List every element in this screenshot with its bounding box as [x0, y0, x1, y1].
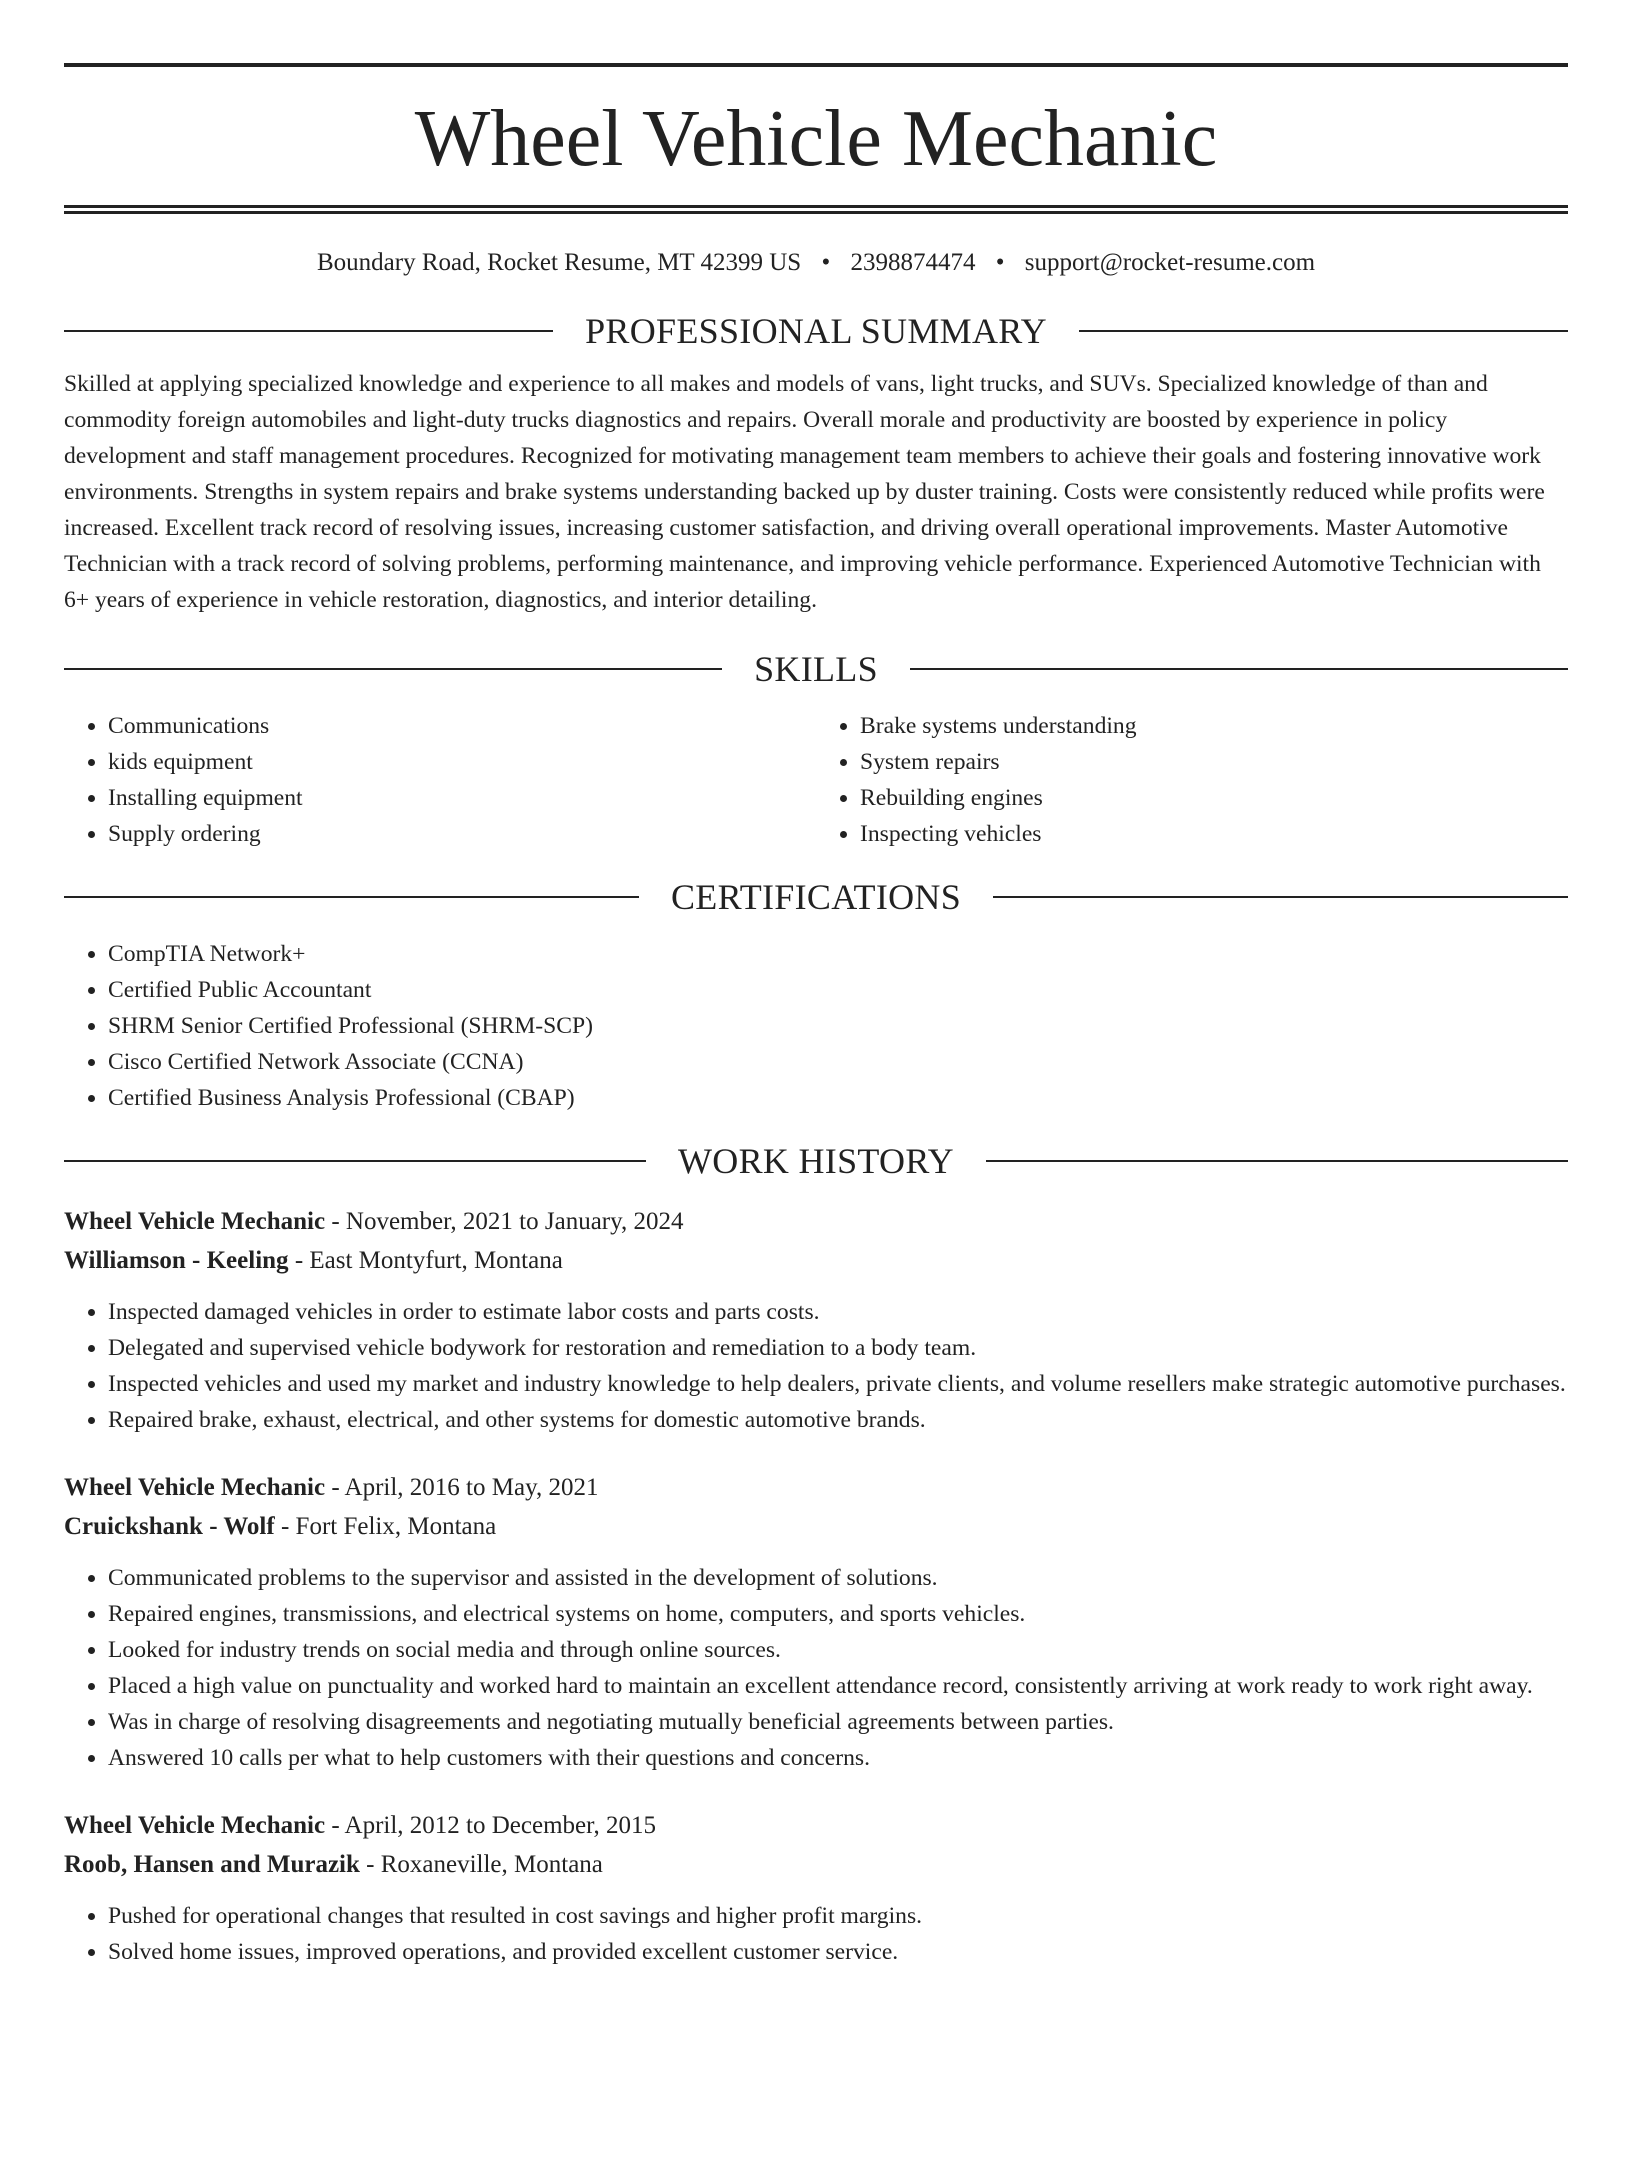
- job-title-line: [64, 1468, 1568, 1507]
- skill-item: • Communications: [108, 708, 816, 744]
- job-role: Wheel Vehicle Mechanic: [64, 1474, 326, 1501]
- job-dates: - April, 2012 to December, 2015: [325, 1812, 656, 1839]
- section-heading-skills: [64, 646, 1568, 692]
- certifications-list: [64, 936, 1568, 1116]
- skill-item: • Rebuilding engines: [860, 780, 1568, 816]
- job-bullets: [64, 1898, 1568, 1970]
- heading-rule: [986, 1160, 1568, 1162]
- job-company: Cruickshank - Wolf: [64, 1513, 275, 1540]
- job-company: Williamson - Keeling: [64, 1247, 289, 1274]
- skills-list: [64, 708, 1568, 852]
- certification-item: • Certified Public Accountant: [108, 972, 1568, 1008]
- job-location: - Fort Felix, Montana: [274, 1513, 497, 1540]
- heading-rule: [993, 896, 1568, 898]
- resume-page: [0, 63, 1632, 1970]
- section-heading-certifications: [64, 874, 1568, 920]
- skill-item: • Supply ordering: [108, 816, 816, 852]
- job-title-line: [64, 1202, 1568, 1241]
- section-title: CERTIFICATIONS: [670, 877, 962, 917]
- job-location: - Roxaneville, Montana: [359, 1851, 603, 1878]
- section-heading-summary: [64, 308, 1568, 354]
- heading-rule: [64, 668, 722, 670]
- job-bullet: • Repaired brake, exhaust, electrical, and other systems for domestic automotive brands.: [108, 1402, 1568, 1438]
- job-dates: - April, 2016 to May, 2021: [325, 1474, 599, 1501]
- resume-name: Wheel Vehicle Mechanic: [414, 95, 1218, 183]
- skill-item: • kids equipment: [108, 744, 816, 780]
- job-title-line: [64, 1806, 1568, 1845]
- job-bullets: [64, 1294, 1568, 1438]
- skills-column-right: [816, 708, 1568, 852]
- job-bullets: [64, 1560, 1568, 1776]
- job-entry: [64, 1468, 1568, 1776]
- job-company-line: [64, 1507, 1568, 1546]
- section-title: WORK HISTORY: [678, 1141, 954, 1181]
- certification-item: • Cisco Certified Network Associate (CCNA): [108, 1044, 1568, 1080]
- job-company: Roob, Hansen and Murazik: [64, 1851, 360, 1878]
- heading-rule: [910, 668, 1568, 670]
- job-bullet: • Communicated problems to the supervisor and assisted in the development of solutions.: [108, 1560, 1568, 1596]
- job-bullet: • Inspected vehicles and used my market and industry knowledge to help dealers, private clients, and volume resellers make strategic automotive purchases.: [108, 1366, 1568, 1402]
- skill-item: • Installing equipment: [108, 780, 816, 816]
- header-double-rule: [64, 205, 1568, 214]
- skill-item: • Brake systems understanding: [860, 708, 1568, 744]
- job-bullet: • Solved home issues, improved operations, and provided excellent customer service.: [108, 1934, 1568, 1970]
- job-dates: - November, 2021 to January, 2024: [325, 1208, 684, 1235]
- section-title: PROFESSIONAL SUMMARY: [585, 311, 1047, 351]
- job-bullet: • Repaired engines, transmissions, and electrical systems on home, computers, and sports vehicles.: [108, 1596, 1568, 1632]
- job-bullet: • Was in charge of resolving disagreements and negotiating mutually beneficial agreements between parties.: [108, 1704, 1568, 1740]
- heading-rule: [64, 330, 553, 332]
- job-company-line: [64, 1845, 1568, 1884]
- summary-text: Skilled at applying specialized knowledge and experience to all makes and models of vans, light trucks, and SUVs. Specialized knowledge of than and commodity foreign automobiles and light-duty trucks diagnostics and repairs. Overall morale and productivity are boosted by experience in policy development and staff management procedures. Recognized for motivating management team members to achieve their goals and fostering innovative work environments. Strengths in system repairs and brake systems understanding backed up by duster training. Costs were consistently reduced while profits were increased. Excellent track record of resolving issues, increasing customer satisfaction, and driving overall operational improvements. Master Automotive Technician with a track record of solving problems, performing maintenance, and improving vehicle performance. Experienced Automotive Technician with 6+ years of experience in vehicle restoration, diagnostics, and interior detailing.: [64, 371, 1545, 613]
- job-entry: [64, 1202, 1568, 1438]
- job-bullet: • Looked for industry trends on social media and through online sources.: [108, 1632, 1568, 1668]
- contact-phone: 2398874474: [850, 249, 976, 276]
- job-company-line: [64, 1241, 1568, 1280]
- contact-separator: •: [995, 249, 1005, 276]
- heading-rule: [64, 1160, 646, 1162]
- certification-item: • Certified Business Analysis Professional (CBAP): [108, 1080, 1568, 1116]
- skills-column-left: [64, 708, 816, 852]
- section-heading-work-history: [64, 1138, 1568, 1184]
- contact-separator: •: [821, 249, 831, 276]
- job-bullet: • Delegated and supervised vehicle bodywork for restoration and remediation to a body team.: [108, 1330, 1568, 1366]
- contact-line: [64, 248, 1568, 278]
- job-bullet: • Inspected damaged vehicles in order to estimate labor costs and parts costs.: [108, 1294, 1568, 1330]
- contact-address: Boundary Road, Rocket Resume, MT 42399 US: [316, 249, 802, 276]
- certification-item: • SHRM Senior Certified Professional (SHRM-SCP): [108, 1008, 1568, 1044]
- job-role: Wheel Vehicle Mechanic: [64, 1208, 326, 1235]
- job-role: Wheel Vehicle Mechanic: [64, 1812, 326, 1839]
- job-bullet: • Pushed for operational changes that resulted in cost savings and higher profit margins.: [108, 1898, 1568, 1934]
- heading-rule: [64, 896, 639, 898]
- certification-item: • CompTIA Network+: [108, 936, 1568, 972]
- job-entry: [64, 1806, 1568, 1970]
- contact-email[interactable]: support@rocket-resume.com: [1024, 249, 1316, 276]
- job-bullet: • Answered 10 calls per what to help customers with their questions and concerns.: [108, 1740, 1568, 1776]
- job-location: - East Montyfurt, Montana: [288, 1247, 563, 1274]
- job-bullet: • Placed a high value on punctuality and worked hard to maintain an excellent attendance record, consistently arriving at work ready to work right away.: [108, 1668, 1568, 1704]
- skill-item: • System repairs: [860, 744, 1568, 780]
- heading-rule: [1079, 330, 1568, 332]
- section-title: SKILLS: [754, 649, 878, 689]
- skill-item: • Inspecting vehicles: [860, 816, 1568, 852]
